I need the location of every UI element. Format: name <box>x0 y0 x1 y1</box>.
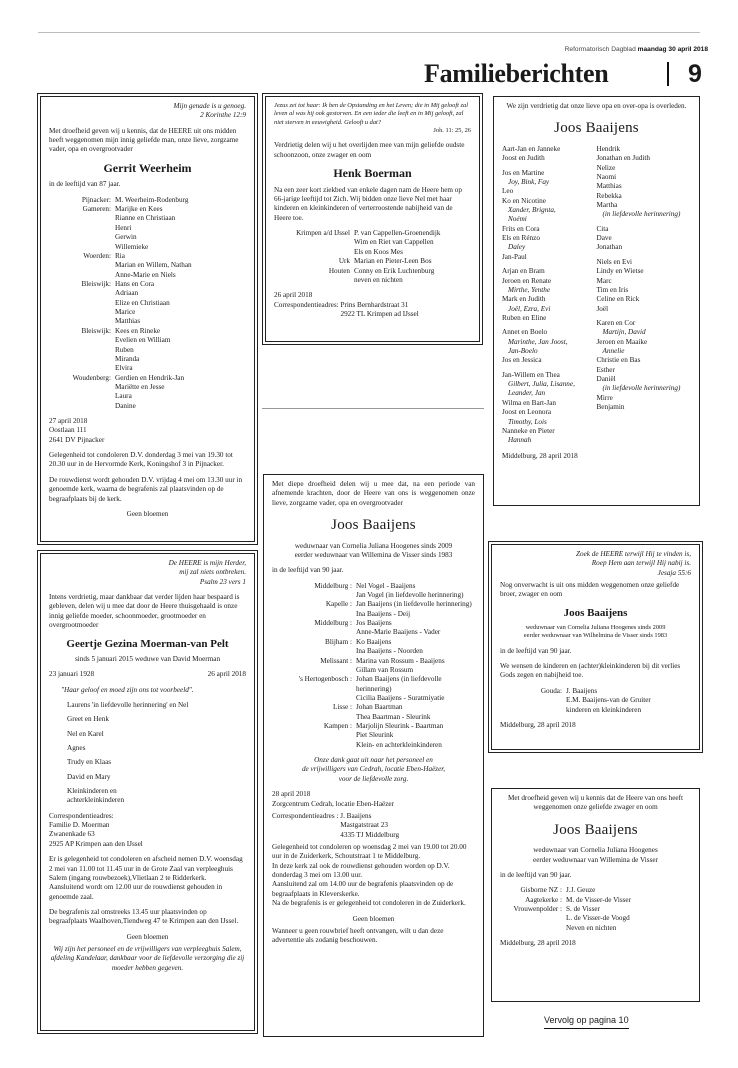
correspondence-line: J. Baaijens <box>340 811 372 820</box>
footer-text: Middelburg, 28 april 2018 <box>500 939 576 948</box>
relative-place: Houten <box>328 266 350 275</box>
ad-joos-baaijens-children <box>263 474 484 1037</box>
ad-gerrit-weerheim <box>40 96 255 542</box>
family-column-left <box>502 145 597 446</box>
family-member: David en Mary <box>67 772 111 781</box>
intro-text: Verdrietig delen wij u het overlijden mee van mijn geliefde oudste schoonzoon, onze zwager en oom <box>274 141 465 159</box>
quote-text: "Haar geloof en moed zijn ons tot voorbeeld". <box>61 685 194 694</box>
relatives-list <box>274 229 471 285</box>
relative-name: E.M. Baaijens-van de Gruiter <box>566 696 651 705</box>
wish-text: We wensen de kinderen en (achter)kleinkinderen bij dit verlies Gods zegen en nabijheid toe. <box>500 662 681 680</box>
relative-name: Marian en Willem, Nathan <box>115 261 192 270</box>
family-member: Agnes <box>67 743 86 752</box>
family-member: Joël, Ezra, Evi <box>508 304 551 313</box>
relative-row <box>49 280 246 327</box>
relative-row <box>49 252 246 280</box>
paper-name: Reformatorisch Dagblad <box>564 46 636 53</box>
family-member: Nel en Karel <box>67 729 104 738</box>
relative-row <box>49 205 246 252</box>
relative-name: Marijke en Kees <box>115 205 163 214</box>
family-member: Daley <box>508 243 526 252</box>
correspondence-line: 4335 TJ Middelburg <box>340 830 400 839</box>
family-member: Wilma en Bart-Jan <box>502 398 556 407</box>
relative-place: Melissant : <box>320 656 352 665</box>
column-divider <box>262 408 484 409</box>
relative-name: M. de Visser-de Visser <box>566 895 632 904</box>
ad-joos-baaijens-siblings <box>491 544 700 750</box>
relative-row <box>272 638 475 657</box>
ad-henk-boerman <box>265 96 480 342</box>
family-member: Xander, Brignta, <box>508 206 556 215</box>
relative-name: Jos Baaijens <box>356 619 392 628</box>
footer-text: Middelburg, 28 april 2018 <box>502 451 578 460</box>
family-member: Matthias <box>596 182 622 191</box>
thanks-line: voor de liefdevolle zorg. <box>338 774 409 783</box>
masthead-meta <box>565 46 708 55</box>
relative-place: Bleiswijk: <box>81 326 111 335</box>
verse: De HEERE is mijn Herder, <box>168 559 246 567</box>
relative-name: Klein- en achterkleinkinderen <box>356 740 442 749</box>
relative-place: Gisborne NZ : <box>520 886 562 895</box>
relative-name: Evelien en William <box>115 336 171 345</box>
verse-reference: Jesaja 55:6 <box>657 568 691 577</box>
correspondence-label: Correspondentieadres: <box>274 300 339 309</box>
relative-names <box>356 722 475 750</box>
thanks-text: Wij zijn het personeel en de vrijwilligers van verpleeghuis Salem, afdeling Kandelaar, dankbaar voor de liefdevolle verzorging die zij moeder hebben gegeven. <box>50 945 245 972</box>
relative-names <box>356 703 475 722</box>
date: 28 april 2018 <box>272 790 311 799</box>
relative-name: J.J. Geuze <box>566 886 596 895</box>
widower-text: eerder weduwnaar van Willemina de Visser <box>533 855 658 864</box>
family-member: Leo <box>502 187 514 196</box>
relative-place: Blijham : <box>325 637 352 646</box>
family-member: Els en Rénzo <box>502 234 540 243</box>
address-line: 2641 DV Pijnacker <box>49 435 105 444</box>
family-member: Greet en Henk <box>67 715 109 724</box>
family-member: Trudy en Klaas <box>67 758 112 767</box>
relative-row <box>272 657 475 676</box>
relative-name: Henri <box>115 223 132 232</box>
relative-name: Kees en Rineke <box>115 326 161 335</box>
family-member: Karen en Cor <box>596 318 636 327</box>
ad-geertje-moerman <box>40 553 255 1031</box>
deceased-name: Joos Baaijens <box>554 120 639 137</box>
family-member: Martijn, David <box>602 328 646 337</box>
family-member: Arjan en Bram <box>502 267 545 276</box>
family-member: Niels en Evi <box>596 257 633 266</box>
family-member: Jonathan en Judith <box>596 154 650 163</box>
verse: mij zal niets ontbreken. <box>179 568 246 577</box>
intro-text: Met diepe droefheid delen wij u mee dat, na een periode van afnemende krachten, door de Heere van ons is weggenomen onze lieve, zorgzame vader, opa en overgrootvader <box>272 480 475 507</box>
relative-name: Miranda <box>115 354 140 363</box>
relative-names <box>356 619 475 638</box>
family-member: Joël <box>596 304 609 313</box>
date: 26 april 2018 <box>274 291 313 300</box>
widower-text: eerder weduwnaar van Wilhelmina de Visser sinds 1983 <box>523 632 668 640</box>
age-text: in de leeftijd van 90 jaar. <box>500 646 572 655</box>
relative-name: Elvira <box>115 364 133 373</box>
section-title: Familieberichten <box>424 59 609 88</box>
correspondence-line: Familie D. Moerman <box>49 821 110 830</box>
relative-name: M. Weerheim-Rodenburg <box>115 195 189 204</box>
family-member: Joy, Bink, Fay <box>508 177 550 186</box>
family-member: Annet en Boelo <box>502 328 548 337</box>
relative-name: Marjolijn Sleurink - Baartman <box>356 722 444 731</box>
family-member: Joost en Leonora <box>502 408 552 417</box>
relative-name: Marice <box>115 308 136 317</box>
relative-name: Adriaan <box>115 289 139 298</box>
verse: Mijn genade is u genoeg. <box>173 102 246 110</box>
relative-name: Jan Vogel (in liefdevolle herinnering) <box>356 591 464 600</box>
relative-row <box>272 582 475 601</box>
family-member: Daniël <box>596 375 616 384</box>
relative-row <box>272 675 475 703</box>
relative-row <box>272 600 475 619</box>
correspondence-line: Zwanenkade 63 <box>49 830 95 839</box>
relative-name: Piet Sleurink <box>356 731 394 740</box>
correspondence-label: Correspondentieadres : <box>272 811 339 820</box>
burial-text: Aansluitend zal om 14.00 uur de begrafenis plaatsvinden op de begraafplaats in Kleverskerke. <box>272 880 454 898</box>
family-member: Aart-Jan en Janneke <box>502 144 561 153</box>
correspondence-label: Correspondentieadres: <box>49 811 114 820</box>
relative-name: Nel Vogel - Baaijens <box>356 581 416 590</box>
family-member: Martha <box>596 201 618 210</box>
age-text: in de leeftijd van 90 jaar. <box>500 870 572 879</box>
relative-name: Matthias <box>115 317 141 326</box>
deceased-name: Joos Baaijens <box>331 517 416 534</box>
relative-name: Wim en Riet van Cappellen <box>354 238 434 247</box>
deceased-name: Joos Baaijens <box>553 821 638 838</box>
family-member: Ko en Nicotine <box>502 196 546 205</box>
family-member: Celine en Rick <box>596 295 640 304</box>
family-member: Leander, Jan <box>508 389 546 398</box>
relative-names <box>354 229 471 257</box>
relative-name: Ruben <box>115 345 134 354</box>
intro-text: We zijn verdrietig dat onze lieve opa en over-opa is overleden. <box>506 102 687 110</box>
relative-name: Hans en Cora <box>115 279 155 288</box>
family-member: Esther <box>596 365 615 374</box>
relatives-list <box>49 196 246 411</box>
relative-name: Ko Baaijens <box>356 637 392 646</box>
relative-names <box>356 657 475 676</box>
family-member: Laurens 'in liefdevolle herinnering' en Nel <box>67 700 189 709</box>
thanks-line: de vrijwilligers van Cedrah, locatie Eben-Haëzer, <box>301 765 446 774</box>
family-member: Tim en Iris <box>596 285 629 294</box>
relative-name: kinderen en kleinkinderen <box>566 705 642 714</box>
condolence-text: Gelegenheid tot condoleren op woensdag 2 mei van 19.00 tot 20.00 uur in de Zuiderkerk, Schoutstraat 1 te Middelburg. <box>272 843 467 861</box>
family-member: Timothy, Lois <box>508 417 547 426</box>
correspondence-line: Prins Bernhardstraat 31 <box>340 300 409 309</box>
relative-name: Neven en nichten <box>566 923 617 932</box>
relative-names <box>115 205 246 252</box>
family-member: Christie en Bas <box>596 356 641 365</box>
family-member: Cita <box>596 224 609 233</box>
family-member: Marinthe, Jan Joost, <box>508 337 568 346</box>
relative-name: Marina van Rossum - Baaijens <box>356 656 445 665</box>
widower-text: eerder weduwnaar van Willemina de Visser sinds 1983 <box>294 550 453 559</box>
intro-text: Nog onverwacht is uit ons midden weggenomen onze geliefde broer, zwager en oom <box>500 581 680 599</box>
relative-row <box>500 896 691 905</box>
birth-date: 23 januari 1928 <box>49 670 95 679</box>
relative-place: Gouda: <box>540 686 562 695</box>
widower-text: weduwnaar van Cornelia Juliana Hoogenes sinds 2009 <box>525 624 666 632</box>
relative-row <box>500 905 691 933</box>
relative-names <box>566 896 691 905</box>
note-text: Wanneer u geen rouwbrief heeft ontvangen, wilt u dan deze advertentie als zodanig beschouwen. <box>272 926 444 945</box>
family-member: Mirthe, Yenthe <box>508 285 551 294</box>
issue-date: maandag 30 april 2018 <box>637 46 708 53</box>
closing-text: Geen bloemen <box>126 509 169 518</box>
condolence-text: Gelegenheid tot condoleren D.V. donderdag 3 mei van 19.30 tot 20.30 uur in de Hervormde Kerk, Koningshof 3 in Pijnacker. <box>49 451 233 469</box>
relative-name: Johan Baaijens (in liefdevolle herinnering) <box>356 675 442 693</box>
burial-text: De begrafenis zal omstreeks 13.45 uur plaatsvinden op begraafplaats Waalhoven,Tiendweg 47 te Krimpen aan den IJssel. <box>49 908 239 926</box>
relative-row <box>274 257 471 266</box>
family-member: Jos en Martine <box>502 168 545 177</box>
family-member: Hendrik <box>596 144 621 153</box>
widower-text: weduwnaar van Cornelia Juliana Hoogenes sinds 2009 <box>294 541 453 550</box>
relative-row <box>49 196 246 205</box>
relative-names <box>354 257 471 266</box>
relative-name: neven en nichten <box>354 275 403 284</box>
location: Zorgcentrum Cedrah, locatie Eben-Haëzer <box>272 799 394 808</box>
verse: Jezus zei tot haar: Ik ben de Opstanding en het Leven; die in Mij gelooft zal leven al was hij ook gestorven. En een ieder die leeft en in Mij gelooft, zal niet sterven in eeuwigheid. Gelooft u dat? <box>274 102 468 126</box>
relative-name: P. van Cappellen-Groenendijk <box>354 229 441 238</box>
continued-link[interactable]: Vervolg op pagina 10 <box>544 1015 629 1029</box>
relative-place: Bleiswijk: <box>81 279 111 288</box>
relative-place: Krimpen a/d IJssel <box>296 229 350 238</box>
page-number: 9 <box>688 60 702 88</box>
relative-row <box>272 703 475 722</box>
relatives-list <box>272 582 475 750</box>
family-member: Nanneke en Pieter <box>502 426 555 435</box>
relative-names <box>115 280 246 327</box>
verse: Roep Hem aan terwijl Hij nabij is. <box>591 559 691 568</box>
condolence-text: Er is gelegenheid tot condoleren en afscheid nemen D.V. woensdag 2 mei van 11.00 tot 11.45 uur in de Grote Zaal van verpleeghuis Salem (ingang rouwbezoek),Vlietlaan 2 te Ridderkerk. <box>49 855 243 882</box>
relative-names <box>566 905 691 933</box>
thanks-line: Onze dank gaat uit naar het personeel en <box>314 756 433 765</box>
relative-names <box>356 582 475 601</box>
family-member: Mirre <box>596 393 613 402</box>
body-text: Na een zeer kort ziekbed van enkele dagen nam de Heere hem op 66-jarige leeftijd tot Zich. Wij bidden onze lieve Nel met haar kinderen en kleinkinderen of verterroostende nabijheid van de Heere toe. <box>274 185 462 222</box>
relative-row <box>272 722 475 750</box>
correspondence-line: 2925 AP Krimpen aan den IJssel <box>49 839 143 848</box>
family-member: Jan-Willem en Thea <box>502 370 560 379</box>
widower-text: weduwnaar van Cornelia Juliana Hoogenes <box>533 846 658 855</box>
title-divider <box>667 62 669 86</box>
relative-name: Anne-Marie Baaijens - Vader <box>356 628 441 637</box>
verse-reference: Joh. 11: 25, 26 <box>433 126 471 134</box>
relative-name: J. Baaijens <box>566 686 598 695</box>
family-member: Dave <box>596 234 612 243</box>
family-member: Jeroen en Renate <box>502 276 552 285</box>
family-member: (in liefdevolle herinnering) <box>602 210 681 219</box>
after-text: Na de begrafenis is er gelegenheid tot condoleren in de Zuiderkerk. <box>272 899 466 908</box>
relative-name: Elize en Christiaan <box>115 298 170 307</box>
verse: Zoek de HEERE terwijl Hij te vinden is, <box>576 550 691 558</box>
family-member: Hannah <box>508 436 532 445</box>
relative-name: Laura <box>115 392 132 401</box>
relative-name: Thea Baartman - Sleurink <box>356 712 431 721</box>
family-member: Naomi <box>596 172 617 181</box>
family-member: Frits en Cora <box>502 224 540 233</box>
relative-name: Mariëtte en Jesse <box>115 382 165 391</box>
ad-joos-baaijens-inlaws <box>491 788 700 1002</box>
family-member: Jeroen en Maaike <box>596 337 648 346</box>
relative-place: Gameren: <box>82 205 111 214</box>
intro-text: Met droefheid geven wij u kennis dat de Heere van ons heeft weggenomen onze geliefde zwager en oom <box>507 794 684 812</box>
family-member: Lindy en Wietse <box>596 267 644 276</box>
relative-place: Vrouwenpolder : <box>513 905 562 914</box>
relative-name: Cicilia Baaijens - Suratmiyatie <box>356 693 445 702</box>
family-member: Nelize <box>596 163 616 172</box>
relative-name: Conny en Erik Luchtenburg <box>354 266 435 275</box>
verse-reference: Psalm 23 vers 1 <box>199 577 246 586</box>
relative-place: Kapelle : <box>325 600 352 609</box>
ad-joos-baaijens-grandchildren <box>493 96 700 506</box>
family-member: Noémi <box>508 215 527 224</box>
age-text: in de leeftijd van 87 jaar. <box>49 180 121 189</box>
family-member: Benjamin <box>596 403 625 412</box>
relative-names <box>566 886 691 895</box>
relative-name: Ina Baaijens - Noorden <box>356 647 423 656</box>
relative-row <box>49 374 246 411</box>
date: 27 april 2018 <box>49 417 88 426</box>
relative-place: Pijnacker: <box>81 195 111 204</box>
footer-text: Middelburg, 28 april 2018 <box>500 720 576 729</box>
top-rule <box>38 32 700 33</box>
relative-place: Middelburg : <box>314 619 352 628</box>
deceased-name: Henk Boerman <box>333 166 412 181</box>
closing-text: Geen bloemen <box>352 914 395 923</box>
relative-place: Middelburg : <box>314 581 352 590</box>
relative-place: Kampen : <box>323 722 352 731</box>
relative-name: Danine <box>115 401 136 410</box>
relative-name: Gillam van Rossum <box>356 665 414 674</box>
relative-names <box>115 327 246 374</box>
relative-place: Woudenberg: <box>72 373 111 382</box>
relative-name: Anne-Marie en Niels <box>115 270 176 279</box>
death-date: 26 april 2018 <box>207 670 246 679</box>
closing-text: Geen bloemen <box>126 932 169 941</box>
family-member: Rebekka <box>596 191 622 200</box>
relative-place: 's Hertogenbosch : <box>298 675 352 684</box>
family-member: (in liefdevolle herinnering) <box>602 384 681 393</box>
relative-names <box>115 196 246 205</box>
family-list <box>49 701 246 806</box>
deceased-name: Gerrit Weerheim <box>103 160 192 175</box>
relative-row <box>272 619 475 638</box>
relative-name: Els en Koos Mes <box>354 247 403 256</box>
family-columns <box>502 145 691 446</box>
family-member: Mark en Judith <box>502 295 546 304</box>
verse-reference: 2 Korinthe 12:9 <box>200 111 246 120</box>
relative-names <box>566 687 691 715</box>
family-member: achterkleinkinderen <box>67 796 125 805</box>
relative-place: Lisse : <box>333 703 352 712</box>
condolence-text: Aansluitend wordt om 12.00 uur de rouwdienst gehouden in genoemde zaal. <box>49 883 223 901</box>
relative-name: Gerdien en Hendrik-Jan <box>115 373 185 382</box>
relative-names <box>115 374 246 411</box>
relative-place: Urk <box>338 257 350 266</box>
family-member: Annelie <box>602 347 625 356</box>
relative-names <box>356 675 475 703</box>
family-member: Jos en Jessica <box>502 356 542 365</box>
relatives-list <box>500 886 691 933</box>
family-member: Jan-Paul <box>502 252 527 261</box>
relative-row <box>49 327 246 374</box>
relative-name: Jan Baaijens (in liefdevolle herinnering) <box>356 600 472 609</box>
family-member: Ruben en Eline <box>502 313 547 322</box>
relative-name: L. de Visser-de Voogd <box>566 914 630 923</box>
relative-name: Ria <box>115 251 125 260</box>
relative-row <box>274 267 471 286</box>
since-text: sinds 5 januari 2015 weduwe van David Moerman <box>74 654 221 663</box>
relative-row <box>274 229 471 257</box>
relative-place: Aagtekerke : <box>525 895 562 904</box>
family-member: Joost en Judith <box>502 154 545 163</box>
age-text: in de leeftijd van 90 jaar. <box>272 566 344 575</box>
service-text: In deze kerk zal ook de rouwdienst gehouden worden op D.V. donderdag 3 mei om 13.00 uur. <box>272 861 450 880</box>
relative-name: Johan Baartman <box>356 703 403 712</box>
deceased-name: Joos Baaijens <box>563 606 628 619</box>
intro-text: Met droefheid geven wij u kennis, dat de HEERE uit ons midden heeft weggenomen mijn innig geliefde man, onze lieve, zorgzame vader, opa en overgrootvader <box>49 126 239 154</box>
relative-name: Ina Baaijens - Deij <box>356 609 411 618</box>
relative-names <box>356 638 475 657</box>
family-member: Kleinkinderen en <box>67 787 117 796</box>
relative-name: Gerwin <box>115 233 137 242</box>
relative-name: Rianne en Christiaan <box>115 214 176 223</box>
family-member: Marc <box>596 276 612 285</box>
correspondence-line: 2922 TL Krimpen ad IJssel <box>340 309 419 318</box>
address-line: Oostlaan 111 <box>49 426 87 435</box>
relative-row <box>500 886 691 895</box>
family-member: Gilbert, Julia, Lisanne, <box>508 380 575 389</box>
relative-names <box>354 267 471 286</box>
family-member: Jan-Boelo <box>508 347 538 356</box>
deceased-name: Geertje Gezina Moerman-van Pelt <box>66 637 229 650</box>
intro-text: Intens verdrietig, maar dankbaar dat verder lijden haar bespaard is gebleven, delen wij u mee dat door de Heere thuisgehaald is onze innig geliefde moeder, schoonmoeder, grootmoeder en overgrootmoeder <box>49 593 240 630</box>
service-text: De rouwdienst wordt gehouden D.V. vrijdag 4 mei om 13.30 uur in genoemde kerk, waarna de begrafenis zal plaatsvinden op de begraafplaats bij de kerk. <box>49 475 243 503</box>
relative-name: Willemieke <box>115 242 149 251</box>
correspondence-line: Mastgatstraat 23 <box>340 821 388 830</box>
relative-name: S. de Visser <box>566 905 600 914</box>
family-member: Jonathan <box>596 243 623 252</box>
relative-name: Marian en Pieter-Leen Bos <box>354 257 432 266</box>
relative-place: Woerden: <box>83 251 111 260</box>
relative-names <box>115 252 246 280</box>
relative-names <box>356 600 475 619</box>
family-column-right <box>597 145 692 446</box>
